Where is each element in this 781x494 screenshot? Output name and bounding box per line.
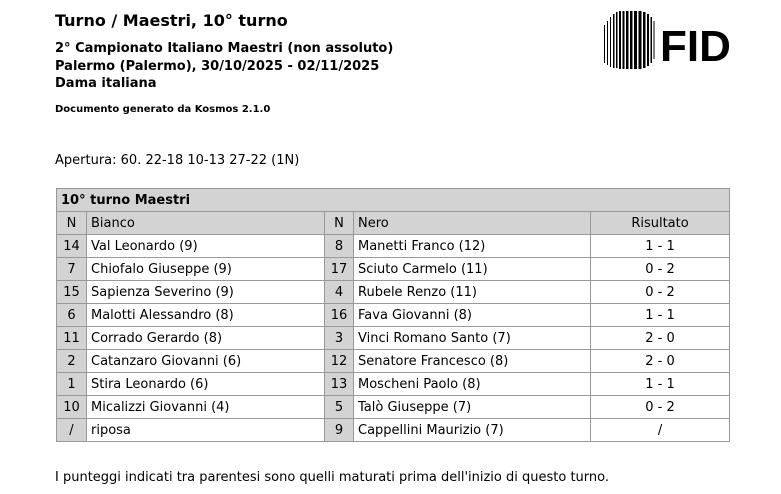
white-player-number: 6: [57, 304, 87, 327]
fid-logo-text: FID: [660, 22, 731, 69]
black-player-name: Fava Giovanni (8): [354, 304, 591, 327]
white-player-number: /: [57, 419, 87, 442]
black-player-name: Sciuto Carmelo (11): [354, 258, 591, 281]
col-n-white: N: [57, 212, 87, 235]
game-result: /: [591, 419, 730, 442]
black-player-number: 8: [325, 235, 354, 258]
white-player-name: Catanzaro Giovanni (6): [87, 350, 325, 373]
fid-logo-mark: [604, 11, 734, 69]
game-result: 0 - 2: [591, 281, 730, 304]
opening-line: Apertura: 60. 22-18 10-13 27-22 (1N): [55, 153, 300, 168]
black-player-number: 17: [325, 258, 354, 281]
table-row: [57, 396, 730, 419]
championship-name: 2° Campionato Italiano Maestri (non assoluto): [55, 41, 394, 56]
black-player-number: 4: [325, 281, 354, 304]
table-row: [57, 327, 730, 350]
black-player-name: Cappellini Maurizio (7): [354, 419, 591, 442]
white-player-name: Stira Leonardo (6): [87, 373, 325, 396]
black-player-number: 5: [325, 396, 354, 419]
black-player-name: Senatore Francesco (8): [354, 350, 591, 373]
game-result: 0 - 2: [591, 258, 730, 281]
col-n-black: N: [325, 212, 354, 235]
document-title: Turno / Maestri, 10° turno: [55, 11, 288, 30]
white-player-number: 14: [57, 235, 87, 258]
white-player-name: Malotti Alessandro (8): [87, 304, 325, 327]
column-header-row: [57, 212, 730, 235]
black-player-number: 13: [325, 373, 354, 396]
generator-note: Documento generato da Kosmos 2.1.0: [55, 104, 271, 115]
table-row: [57, 281, 730, 304]
place-and-date: Palermo (Palermo), 30/10/2025 - 02/11/2025: [55, 59, 380, 74]
white-player-number: 7: [57, 258, 87, 281]
black-player-name: Talò Giuseppe (7): [354, 396, 591, 419]
game-result: 0 - 2: [591, 396, 730, 419]
black-player-number: 16: [325, 304, 354, 327]
white-player-number: 10: [57, 396, 87, 419]
table-row: [57, 373, 730, 396]
white-player-name: Corrado Gerardo (8): [87, 327, 325, 350]
col-white: Bianco: [87, 212, 325, 235]
black-player-name: Moscheni Paolo (8): [354, 373, 591, 396]
pairings-table: [56, 188, 730, 442]
white-player-name: Val Leonardo (9): [87, 235, 325, 258]
black-player-name: Vinci Romano Santo (7): [354, 327, 591, 350]
footnote: I punteggi indicati tra parentesi sono quelli maturati prima dell'inizio di questo turno.: [55, 470, 609, 485]
fid-logo: [604, 11, 734, 69]
table-row: [57, 304, 730, 327]
white-player-number: 1: [57, 373, 87, 396]
game-result: 1 - 1: [591, 235, 730, 258]
table-row: [57, 235, 730, 258]
white-player-number: 15: [57, 281, 87, 304]
black-player-number: 9: [325, 419, 354, 442]
white-player-name: Sapienza Severino (9): [87, 281, 325, 304]
table-title: 10° turno Maestri: [57, 189, 730, 212]
white-player-number: 11: [57, 327, 87, 350]
white-player-name: riposa: [87, 419, 325, 442]
col-result: Risultato: [591, 212, 730, 235]
black-player-number: 3: [325, 327, 354, 350]
black-player-name: Manetti Franco (12): [354, 235, 591, 258]
black-player-number: 12: [325, 350, 354, 373]
white-player-name: Chiofalo Giuseppe (9): [87, 258, 325, 281]
white-player-name: Micalizzi Giovanni (4): [87, 396, 325, 419]
game-result: 2 - 0: [591, 350, 730, 373]
game-result: 1 - 1: [591, 373, 730, 396]
discipline: Dama italiana: [55, 76, 157, 91]
table-row: [57, 419, 730, 442]
game-result: 2 - 0: [591, 327, 730, 350]
white-player-number: 2: [57, 350, 87, 373]
table-row: [57, 350, 730, 373]
table-row: [57, 258, 730, 281]
table-title-row: [57, 189, 730, 212]
col-black: Nero: [354, 212, 591, 235]
black-player-name: Rubele Renzo (11): [354, 281, 591, 304]
game-result: 1 - 1: [591, 304, 730, 327]
